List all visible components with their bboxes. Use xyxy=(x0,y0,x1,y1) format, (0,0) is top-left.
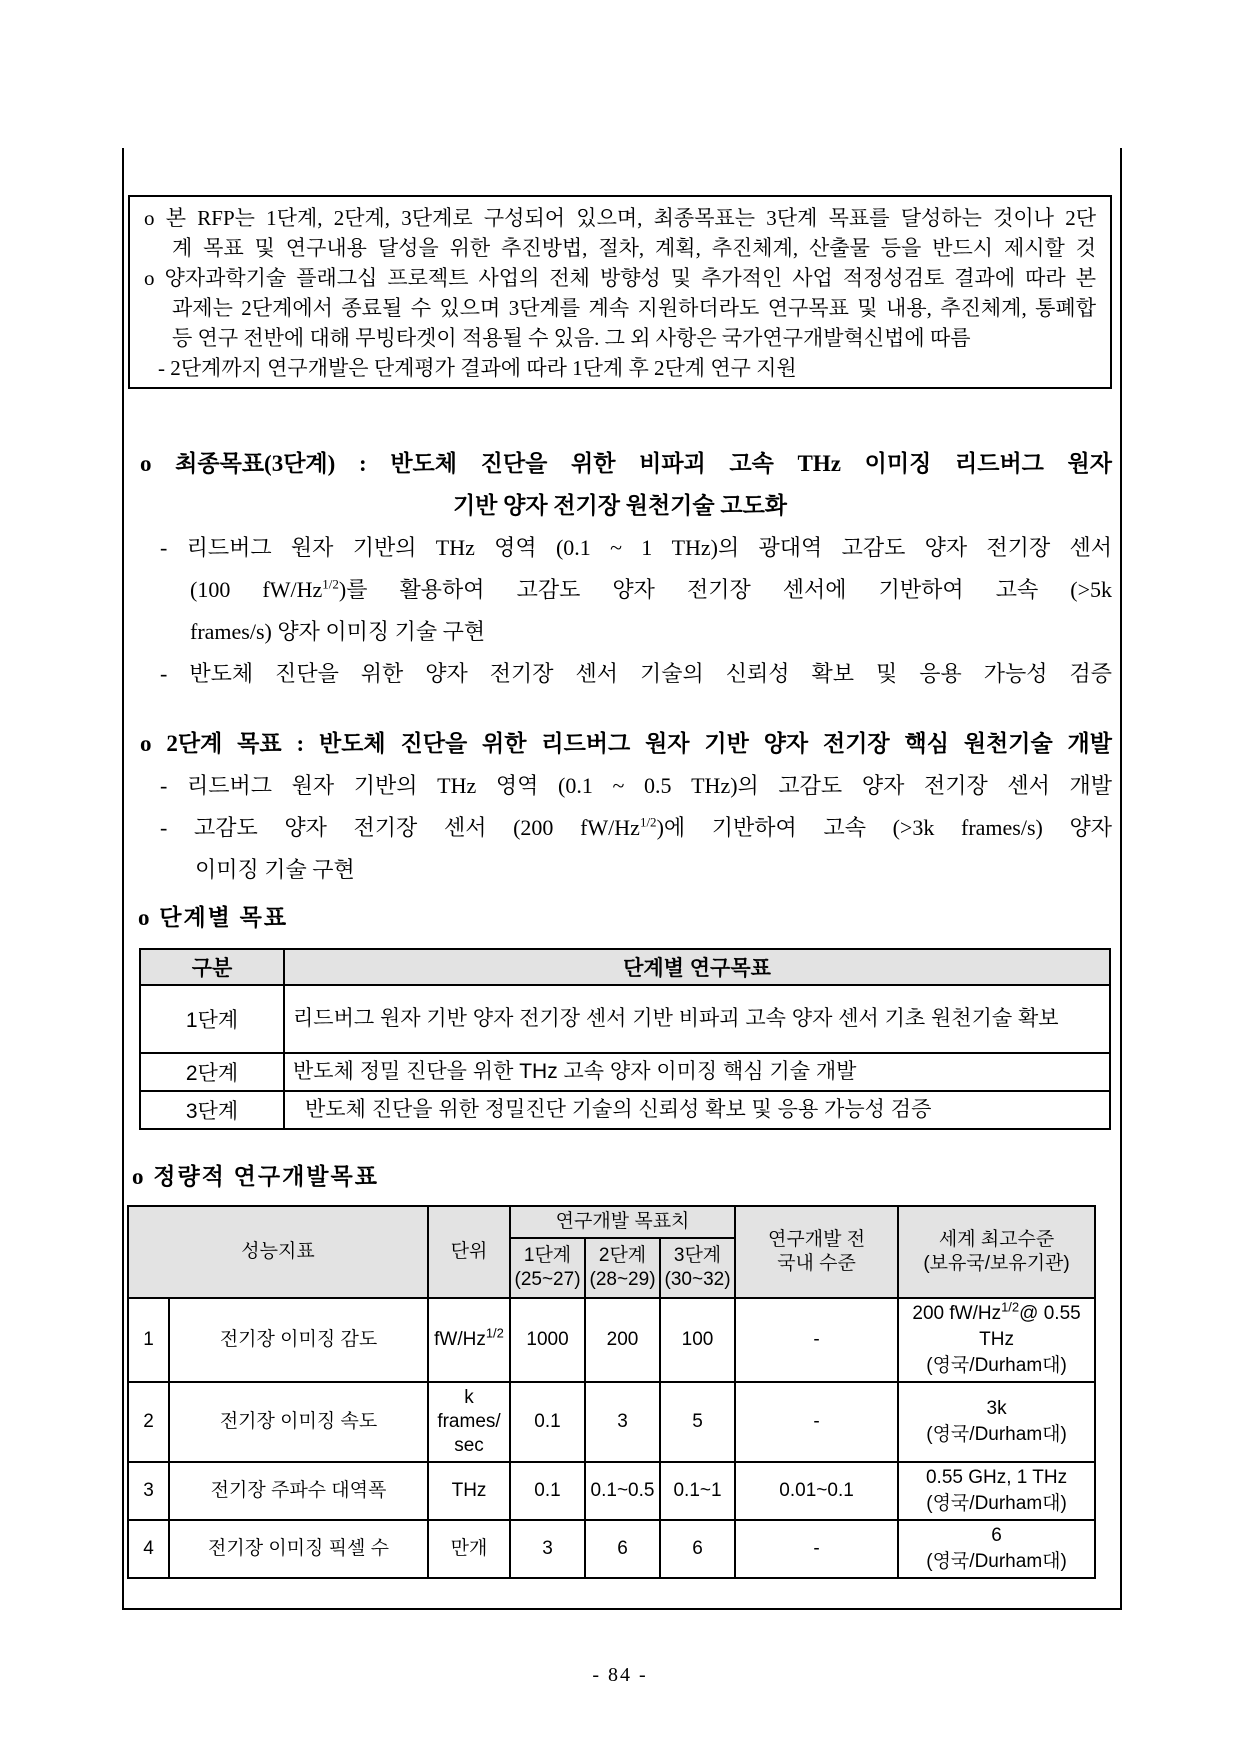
domestic-level-cell: 0.01~0.1 xyxy=(735,1462,898,1520)
text-segment: )에 기반하여 고속 (>3k frames/s) 양자 xyxy=(656,815,1112,840)
world-level-value: 3k xyxy=(986,1398,1007,1419)
header-targets: 연구개발 목표치 xyxy=(510,1206,735,1238)
final-goal-heading-line2: 기반 양자 전기장 원천기술 고도화 xyxy=(452,493,788,518)
stage1-value-cell: 0.1 xyxy=(510,1462,585,1520)
stage-goals-heading: o 단계별 목표 xyxy=(138,905,289,930)
header-unit: 단위 xyxy=(428,1206,510,1298)
final-goal-bullet2: - 반도체 진단을 위한 양자 전기장 센서 기술의 신뢰성 확보 및 응용 가능성 검증 xyxy=(160,661,1112,686)
note-line: 과제는 2단계에서 종료될 수 있으며 3단계를 계속 지원하더라도 연구목표 및 내용, 추진체계, 통폐합 xyxy=(172,296,1096,320)
final-goal-bullet1-line3: frames/s) 양자 이미징 기술 구현 xyxy=(190,619,486,644)
note-line: 등 연구 전반에 대해 무빙타겟이 적용될 수 있음. 그 외 사항은 국가연구개발혁신법에 따름 xyxy=(172,326,971,350)
header-domestic-line1: 연구개발 전 xyxy=(768,1229,866,1250)
world-level-cell xyxy=(898,1382,1095,1462)
world-level-org: (영국/Durham대) xyxy=(926,1424,1067,1445)
superscript: 1/2 xyxy=(1001,1299,1020,1315)
header-category: 구분 xyxy=(140,949,284,985)
world-level-org: (영국/Durham대) xyxy=(926,1551,1067,1572)
unit-line: k xyxy=(464,1387,474,1408)
unit-line: frames/ xyxy=(437,1411,501,1432)
header-stage1 xyxy=(510,1238,585,1298)
final-goal-heading-line1: o 최종목표(3단계) : 반도체 진단을 위한 비파괴 고속 THz 이미징 리드버그 원자 xyxy=(140,451,1112,476)
unit-cell: THz xyxy=(428,1462,510,1520)
world-level-value xyxy=(903,1301,1090,1353)
world-level-org: (영국/Durham대) xyxy=(926,1493,1067,1514)
text-segment: (100 fW/Hz xyxy=(190,577,323,602)
table-header-row xyxy=(128,1206,1095,1238)
stage1-value-cell: 0.1 xyxy=(510,1382,585,1462)
header-world-line1: 세계 최고수준 xyxy=(938,1229,1055,1250)
header-stage3-years: (30~32) xyxy=(664,1269,731,1290)
world-level-org: (영국/Durham대) xyxy=(926,1355,1067,1376)
world-level-cell xyxy=(898,1520,1095,1578)
world-level-cell xyxy=(898,1298,1095,1382)
table-row xyxy=(128,1298,1095,1382)
indicator-cell: 전기장 이미징 픽셀 수 xyxy=(169,1520,428,1578)
stage-goal-cell: 반도체 진단을 위한 정밀진단 기술의 신뢰성 확보 및 응용 가능성 검증 xyxy=(284,1091,1110,1129)
stage3-value-cell: 5 xyxy=(660,1382,735,1462)
text-segment: fW/Hz xyxy=(434,1329,486,1350)
indicator-cell: 전기장 이미징 감도 xyxy=(169,1298,428,1382)
domestic-level-cell: - xyxy=(735,1520,898,1578)
header-stage1-name: 1단계 xyxy=(523,1245,572,1266)
note-line: o 본 RFP는 1단계, 2단계, 3단계로 구성되어 있으며, 최종목표는 3단계 목표를 달성하는 것이나 2단 xyxy=(144,206,1096,230)
unit-cell: 만개 xyxy=(428,1520,510,1578)
stage2-value-cell: 6 xyxy=(585,1520,660,1578)
stage3-value-cell: 100 xyxy=(660,1298,735,1382)
header-domestic-line2: 국내 수준 xyxy=(777,1253,856,1274)
stage1-value-cell: 1000 xyxy=(510,1298,585,1382)
table-row xyxy=(128,1382,1095,1462)
stage2-value-cell: 0.1~0.5 xyxy=(585,1462,660,1520)
table-row xyxy=(140,985,1110,1053)
stage-goals-table xyxy=(139,948,1111,1130)
quantitative-goals-heading: o 정량적 연구개발목표 xyxy=(132,1164,379,1189)
final-goal-bullet1-line1: - 리드버그 원자 기반의 THz 영역 (0.1 ~ 1 THz)의 광대역 고감도 양자 전기장 센서 xyxy=(160,535,1112,560)
stage-goal-cell: 리드버그 원자 기반 양자 전기장 센서 기반 비파괴 고속 양자 센서 기초 원천기술 확보 xyxy=(284,985,1110,1053)
unit-cell xyxy=(428,1382,510,1462)
rfp-note-box xyxy=(128,195,1112,389)
table-row xyxy=(128,1462,1095,1520)
table-row xyxy=(140,1053,1110,1091)
table-row xyxy=(128,1520,1095,1578)
world-level-value: 0.55 GHz, 1 THz xyxy=(925,1467,1068,1488)
stage2-goal-heading: o 2단계 목표 : 반도체 진단을 위한 리드버그 원자 기반 양자 전기장 핵심 원천기술 개발 xyxy=(140,731,1112,756)
indicator-cell: 전기장 이미징 속도 xyxy=(169,1382,428,1462)
superscript: 1/2 xyxy=(322,576,339,592)
header-stage3-name: 3단계 xyxy=(673,1245,722,1266)
stage3-value-cell: 6 xyxy=(660,1520,735,1578)
quantitative-goals-table xyxy=(127,1205,1096,1579)
stage-name-cell: 2단계 xyxy=(140,1053,284,1091)
row-number-cell: 2 xyxy=(128,1382,169,1462)
stage2-goal-section xyxy=(128,723,1112,891)
domestic-level-cell: - xyxy=(735,1382,898,1462)
domestic-level-cell: - xyxy=(735,1298,898,1382)
superscript: 1/2 xyxy=(639,814,657,830)
stage2-value-cell: 3 xyxy=(585,1382,660,1462)
stage2-goal-bullet2-line1 xyxy=(128,807,1112,849)
note-line: o 양자과학기술 플래그십 프로젝트 사업의 전체 방향성 및 추가적인 사업 적정성검토 결과에 따라 본 xyxy=(144,266,1096,290)
final-goal-bullet1-line2 xyxy=(128,569,1112,611)
indicator-cell: 전기장 주파수 대역폭 xyxy=(169,1462,428,1520)
header-goal: 단계별 연구목표 xyxy=(284,949,1110,985)
text-segment: @ 0.55 THz xyxy=(979,1303,1081,1350)
header-stage2-name: 2단계 xyxy=(598,1245,647,1266)
row-number-cell: 1 xyxy=(128,1298,169,1382)
stage2-goal-bullet2-line2: 이미징 기술 구현 xyxy=(195,857,355,882)
header-domestic xyxy=(735,1206,898,1298)
superscript: 1/2 xyxy=(485,1325,504,1341)
note-line: 계 목표 및 연구내용 달성을 위한 추진방법, 절차, 계획, 추진체계, 산출물 등을 반드시 제시할 것 xyxy=(172,236,1096,260)
header-stage1-years: (25~27) xyxy=(514,1269,581,1290)
header-indicator: 성능지표 xyxy=(128,1206,428,1298)
unit-line: sec xyxy=(454,1435,484,1456)
final-goal-section xyxy=(128,443,1112,695)
table-row xyxy=(140,1091,1110,1129)
header-stage2 xyxy=(585,1238,660,1298)
row-number-cell: 4 xyxy=(128,1520,169,1578)
header-world xyxy=(898,1206,1095,1298)
table-header-row xyxy=(140,949,1110,985)
text-segment: )를 활용하여 고감도 양자 전기장 센서에 기반하여 고속 (>5k xyxy=(338,577,1112,602)
text-segment: - 고감도 양자 전기장 센서 (200 fW/Hz xyxy=(160,815,640,840)
stage1-value-cell: 3 xyxy=(510,1520,585,1578)
header-stage2-years: (28~29) xyxy=(589,1269,656,1290)
stage-goal-cell: 반도체 정밀 진단을 위한 THz 고속 양자 이미징 핵심 기술 개발 xyxy=(284,1053,1110,1091)
stage-name-cell: 3단계 xyxy=(140,1091,284,1129)
header-world-line2: (보유국/보유기관) xyxy=(923,1253,1070,1274)
note-line: - 2단계까지 연구개발은 단계평가 결과에 따라 1단계 후 2단계 연구 지원 xyxy=(158,356,797,380)
world-level-value: 6 xyxy=(991,1525,1002,1546)
stage2-value-cell: 200 xyxy=(585,1298,660,1382)
stage-name-cell: 1단계 xyxy=(140,985,284,1053)
text-segment: 200 fW/Hz xyxy=(912,1303,1002,1324)
world-level-cell xyxy=(898,1462,1095,1520)
stage3-value-cell: 0.1~1 xyxy=(660,1462,735,1520)
header-stage3 xyxy=(660,1238,735,1298)
stage2-goal-bullet1: - 리드버그 원자 기반의 THz 영역 (0.1 ~ 0.5 THz)의 고감도 양자 전기장 센서 개발 xyxy=(160,773,1112,798)
page-number: - 84 - xyxy=(592,1664,648,1686)
row-number-cell: 3 xyxy=(128,1462,169,1520)
unit-cell xyxy=(428,1298,510,1382)
